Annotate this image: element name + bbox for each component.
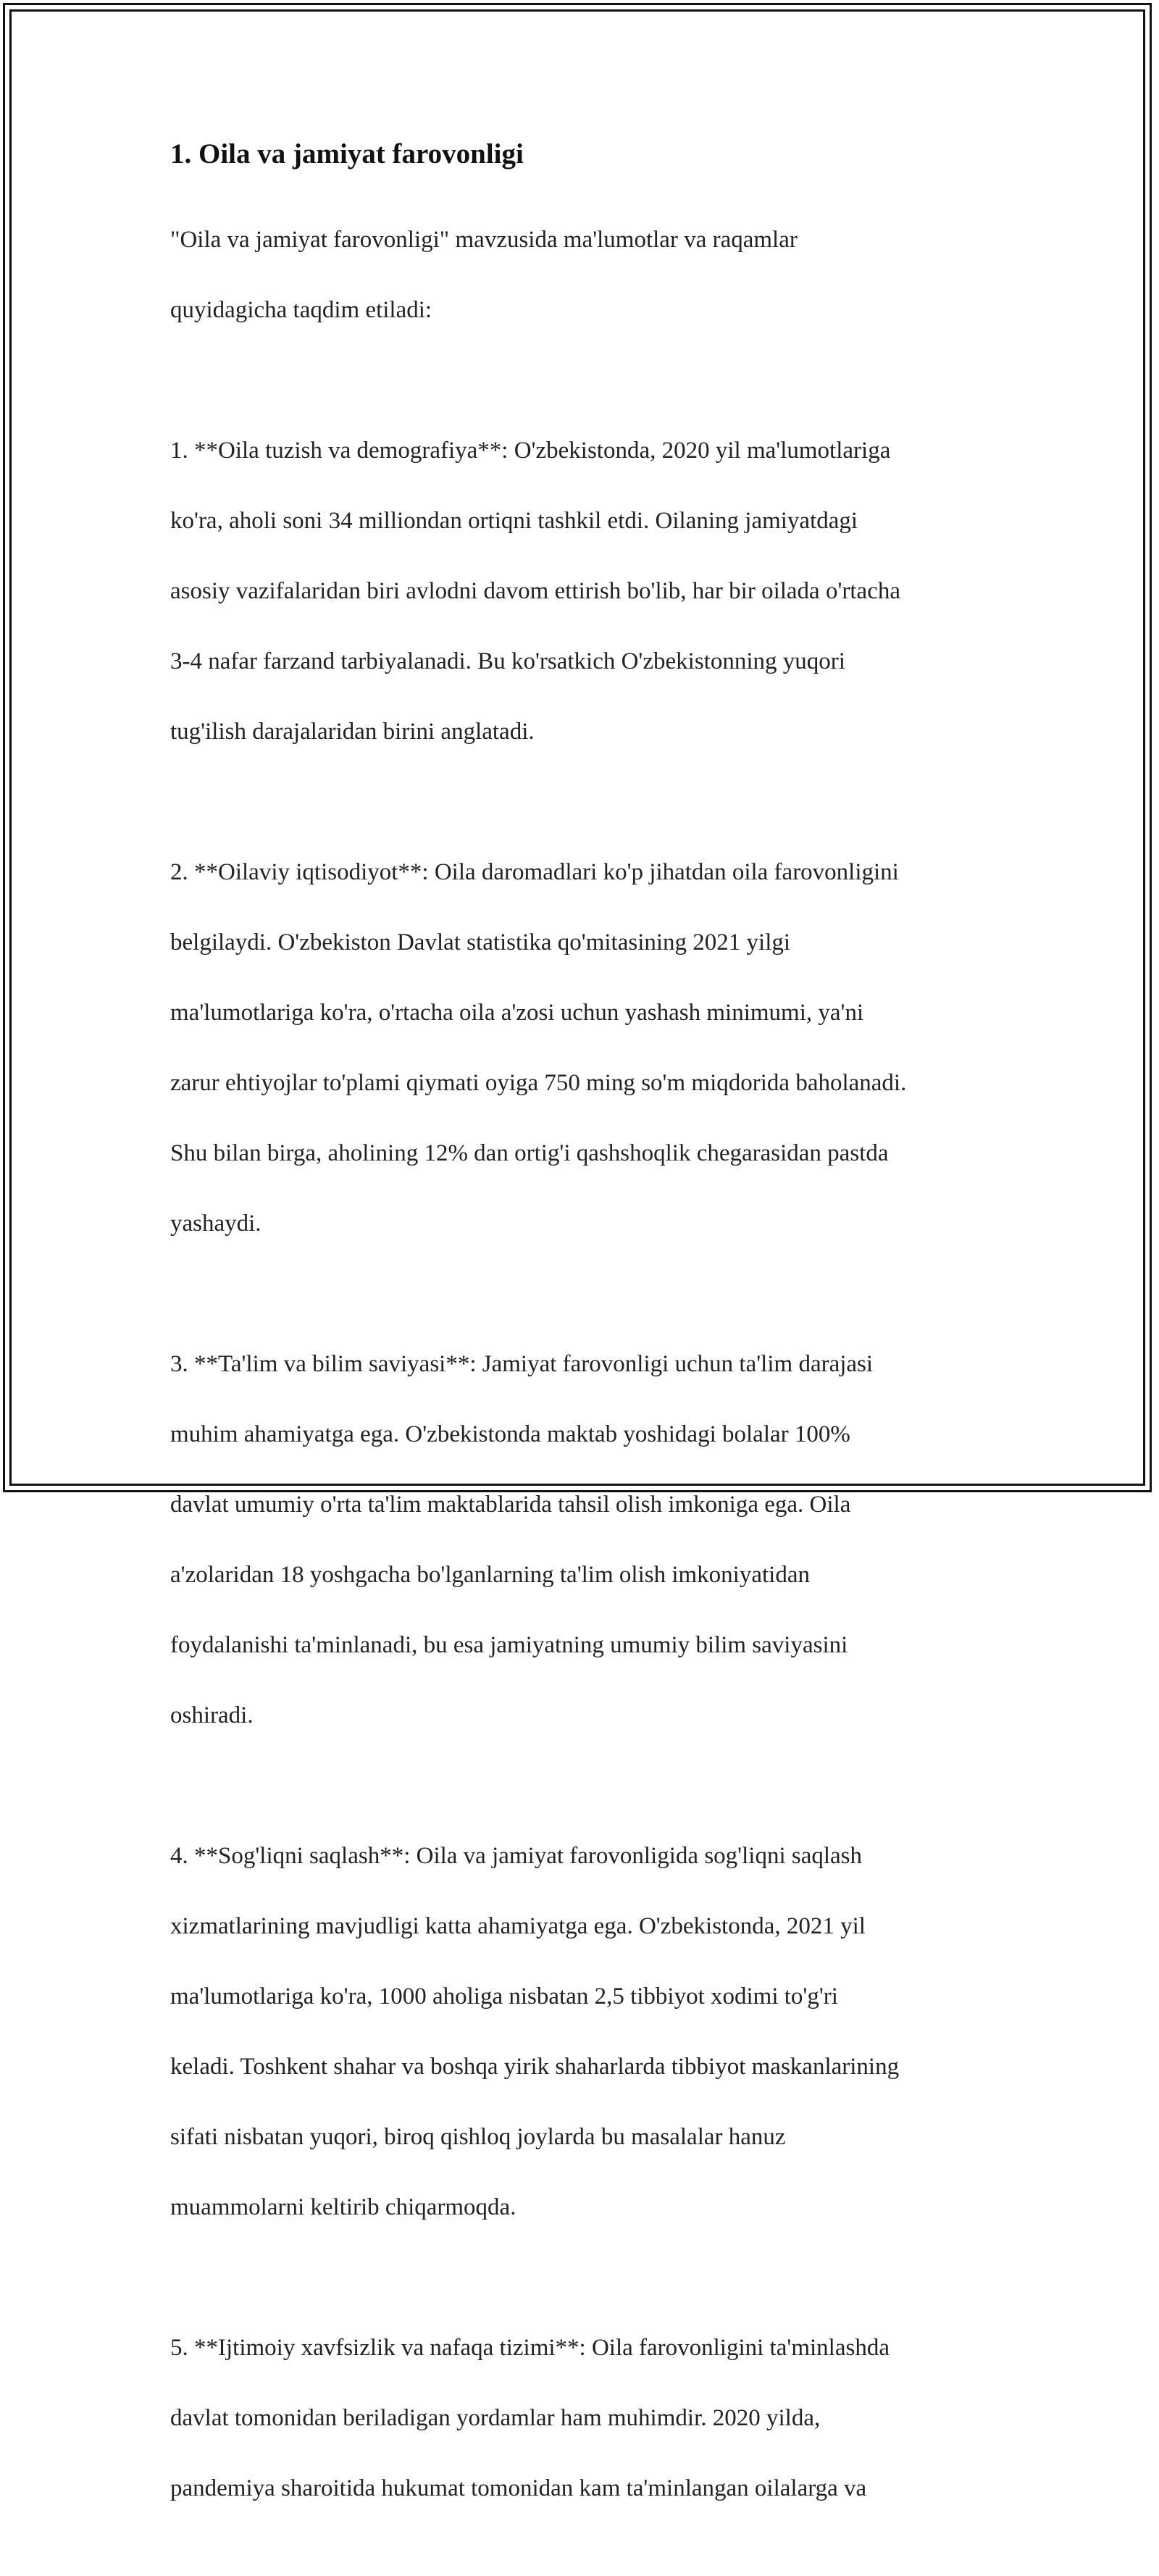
text-line: 2. **Oilaviy iqtisodiyot**: Oila daromadlari ko'p jihatdan oila farovonligini (170, 858, 899, 885)
text-line: quyidagicha taqdim etiladi: (170, 296, 432, 323)
intro-paragraph (170, 187, 996, 363)
text-line: foydalanishi ta'minlanadi, bu esa jamiyatning umumiy bilim saviyasini (170, 1631, 848, 1658)
text-line: sifati nisbatan yuqori, biroq qishloq joylarda bu masalalar hanuz (170, 2123, 786, 2150)
section-heading: 1. Oila va jamiyat farovonligi (170, 138, 524, 170)
document-page (170, 135, 996, 2576)
text-line: 4. **Sog'liqni saqlash**: Oila va jamiyat farovonligida sog'liqni saqlash (170, 1842, 863, 1869)
text-line: 3-4 nafar farzand tarbiyalanadi. Bu ko'rsatkich O'zbekistonning yuqori (170, 648, 845, 674)
text-line: muammolarni keltirib chiqarmoqda. (170, 2194, 516, 2220)
text-line: 1. **Oila tuzish va demografiya**: O'zbekistonda, 2020 yil ma'lumotlariga (170, 437, 891, 464)
text-line: tug'ilish darajalaridan birini anglatadi. (170, 718, 535, 745)
text-line: ma'lumotlariga ko'ra, 1000 aholiga nisbatan 2,5 tibbiyot xodimi to'g'ri (170, 1983, 838, 2010)
text-line: xizmatlarining mavjudligi katta ahamiyatga ega. O'zbekistonda, 2021 yil (170, 1912, 866, 1939)
text-line: davlat tomonidan beriladigan yordamlar ham muhimdir. 2020 yilda, (170, 2404, 821, 2431)
paragraph-demography (170, 398, 996, 785)
text-line: "Oila va jamiyat farovonligi" mavzusida ma'lumotlar va raqamlar (170, 226, 798, 253)
text-line: 5. **Ijtimoiy xavfsizlik va nafaqa tizimi**: Oila farovonligini ta'minlashda (170, 2334, 890, 2361)
paragraph-social-security (170, 2295, 996, 2541)
text-line: yashaydi. (170, 1210, 261, 1237)
text-line: zarur ehtiyojlar to'plami qiymati oyiga 750 ming so'm miqdorida baholanadi. (170, 1069, 907, 1096)
text-line: pandemiya sharoitida hukumat tomonidan kam ta'minlangan oilalarga va (170, 2475, 867, 2501)
text-line: keladi. Toshkent shahar va boshqa yirik shaharlarda tibbiyot maskanlarining (170, 2053, 900, 2080)
paragraph-economy (170, 819, 996, 1276)
text-line: Shu bilan birga, aholining 12% dan ortig'i qashshoqlik chegarasidan pastda (170, 1139, 889, 1166)
text-line: a'zolaridan 18 yoshgacha bo'lganlarning ta'lim olish imkoniyatidan (170, 1561, 810, 1588)
paragraph-health (170, 1803, 996, 2260)
text-line: oshiradi. (170, 1702, 254, 1728)
text-line: davlat umumiy o'rta ta'lim maktablarida tahsil olish imkoniga ega. Oila (170, 1491, 851, 1518)
text-line: belgilaydi. O'zbekiston Davlat statistika qo'mitasining 2021 yilgi (170, 929, 791, 955)
paragraph-education (170, 1311, 996, 1768)
text-line: ma'lumotlariga ko'ra, o'rtacha oila a'zosi uchun yashash minimumi, ya'ni (170, 999, 864, 1026)
text-line: muhim ahamiyatga ega. O'zbekistonda maktab yoshidagi bolalar 100% (170, 1421, 850, 1447)
text-line: 3. **Ta'lim va bilim saviyasi**: Jamiyat farovonligi uchun ta'lim darajasi (170, 1350, 874, 1377)
text-line: ko'ra, aholi soni 34 milliondan ortiqni tashkil etdi. Oilaning jamiyatdagi (170, 507, 858, 534)
text-line: asosiy vazifalaridan biri avlodni davom ettirish bo'lib, har bir oilada o'rtacha (170, 577, 900, 604)
